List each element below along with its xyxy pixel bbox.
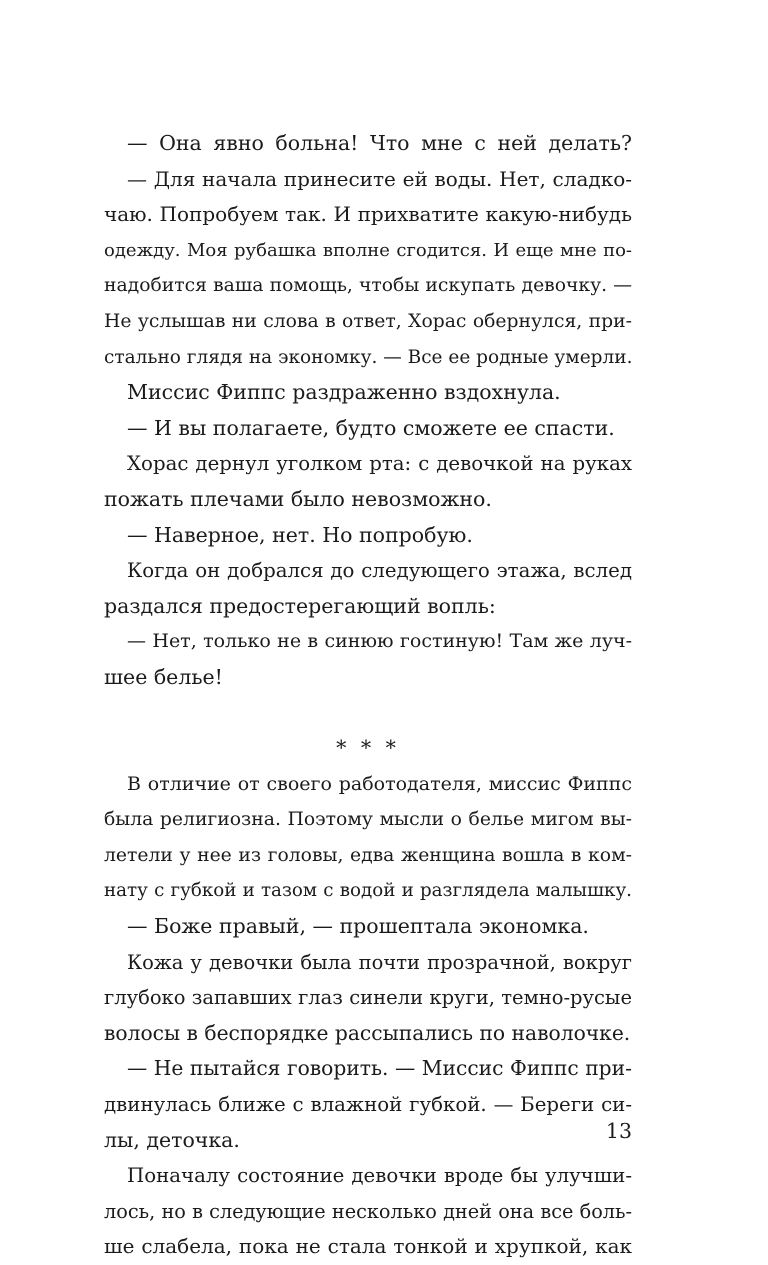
text-line: волосы в беспорядке рассыпались по наволочке.: [104, 1020, 631, 1045]
text-line: нату с губкой и тазом с водой и разглядела малышку.: [104, 880, 632, 902]
text-line: раздался предостерегающий вопль:: [104, 593, 496, 618]
text-line: лось, но в следующие несколько дней она все боль-: [104, 1199, 632, 1223]
text-line: лы, деточка.: [104, 1127, 240, 1152]
text-line: двинулась ближе с влажной губкой. — Береги си-: [104, 1093, 632, 1117]
text-line: Не услышав ни слова в ответ, Хорас обернулся, при-: [104, 310, 632, 332]
text-line: — Она явно больна! Что мне с ней делать?: [127, 131, 632, 155]
text-line: — Наверное, нет. Но попробую.: [127, 522, 473, 547]
text-line: Кожа у девочки была почти прозрачной, вокруг: [127, 950, 632, 974]
text-line: — Для начала принесите ей воды. Нет, сладко-: [127, 166, 632, 191]
page-text: [104, 126, 632, 1265]
text-line: Когда он добрался до следующего этажа, вслед: [127, 559, 632, 583]
blank-line: [104, 696, 632, 732]
text-line: шее белье!: [104, 664, 223, 689]
text-line: была религиозна. Поэтому мысли о белье мигом вы-: [104, 809, 632, 831]
text-line: Миссис Фиппс раздраженно вздохнула.: [127, 380, 561, 405]
text-line: чаю. Попробуем так. И прихватите какую-нибудь: [104, 202, 632, 227]
text-line: — Не пытайся говорить. — Миссис Фиппс при-: [127, 1056, 632, 1081]
text-line: стально глядя на экономку. — Все ее родные умерли.: [104, 346, 632, 368]
text-line: — Нет, только не в синюю гостиную! Там же луч-: [127, 630, 632, 653]
text-line: надобится ваша помощь, чтобы искупать девочку. —: [104, 275, 632, 297]
text-line: Поначалу состояние девочки вроде бы улучши-: [127, 1164, 632, 1188]
text-line: летели у нее из головы, едва женщина вошла в ком-: [104, 844, 632, 866]
page-number: 13: [605, 1119, 632, 1143]
text-line: глубоко запавших глаз синели круги, темно-русые: [104, 986, 632, 1010]
text-line: ше слабела, пока не стала тонкой и хрупкой, как: [104, 1234, 632, 1259]
text-line: Хорас дернул уголком рта: с девочкой на руках: [127, 452, 632, 476]
text-line: одежду. Моя рубашка вполне сгодится. И еще мне по-: [104, 239, 632, 261]
text-line: В отличие от своего работодателя, миссис Фиппс: [127, 772, 632, 795]
text-line: — Боже правый, — прошептала экономка.: [127, 914, 589, 939]
text-line: пожать плечами было невозможно.: [104, 486, 492, 511]
text-line: — И вы полагаете, будто сможете ее спасти.: [127, 415, 615, 440]
section-separator: * * *: [336, 736, 400, 761]
